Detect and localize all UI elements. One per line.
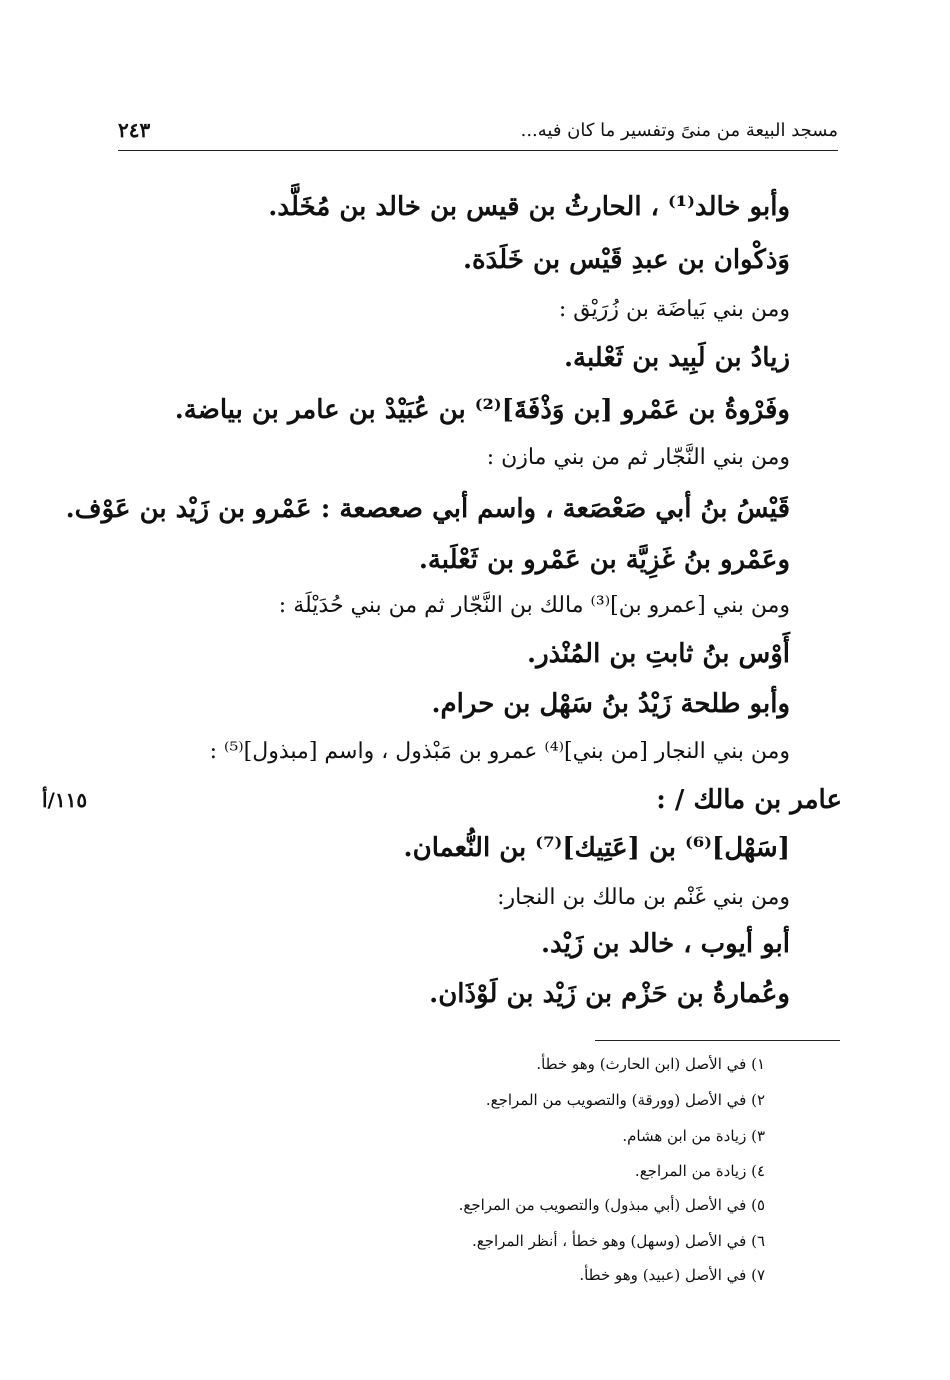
- text-line: زيادُ بن لَبِيد بن ثَعْلبة.: [563, 343, 790, 373]
- text-line: قَيْسُ بنُ أبي صَعْصَعة ، واسم أبي صعصعة : عَمْرو بن زَيْد بن عَوْف.: [65, 494, 790, 524]
- footnote: ٥) في الأصل (أبي مبذول) والتصويب من المراجع.: [458, 1196, 765, 1214]
- text-line: وَذكْوان بن عبدِ قَيْس بن خَلَدَة.: [462, 245, 790, 275]
- footnote: ١) في الأصل (ابن الحارث) وهو خطأ.: [536, 1055, 765, 1073]
- text-line: ومن بني [عمرو بن]⁽³⁾ مالك بن النَّجّار ثم من بني حُدَيْلَة :: [278, 593, 790, 618]
- text-line: وأبو خالد⁽¹⁾ ، الحارثُ بن قيس بن خالد بن مُخَلَّد.: [268, 192, 790, 222]
- text-line: ومن بني بَياضَة بن زُرَيْق :: [558, 297, 790, 322]
- footnote: ٤) زيادة من المراجع.: [634, 1162, 765, 1180]
- footnote: ٧) في الأصل (عبيد) وهو خطأ.: [579, 1266, 765, 1284]
- page-number: ٢٤٣: [118, 118, 151, 142]
- footnote: ٣) زيادة من ابن هشام.: [622, 1127, 765, 1145]
- footnote: ٢) في الأصل (وورقة) والتصويب من المراجع.: [485, 1091, 765, 1109]
- text-line: وفَرْوةُ بن عَمْرو [بن وَذْفَةَ]⁽²⁾ بن عُبَيْدْ بن عامر بن بياضة.: [174, 395, 790, 425]
- header-divider: [118, 150, 838, 151]
- text-line: عامر بن مالك / :: [656, 785, 842, 815]
- page-header: [118, 110, 838, 150]
- footnote: ٦) في الأصل (وسهل) وهو خطأ ، أنظر المراجع.: [471, 1232, 765, 1250]
- footnote-divider: [595, 1040, 840, 1041]
- text-line: أَوْس بنُ ثابتِ بن المُنْذر.: [527, 639, 790, 669]
- text-line: ومن بني النَّجّار ثم من بني مازن :: [486, 445, 790, 470]
- text-line: وعُمارةُ بن حَزْم بن زَيْد بن لَوْذَان.: [429, 979, 790, 1009]
- text-line: وعَمْرو بنُ غَزِيَّة بن عَمْرو بن ثَعْلَبة.: [418, 545, 790, 575]
- running-title: مسجد البيعة من منىً وتفسير ما كان فيه...: [520, 119, 838, 141]
- text-line: [سَهْل]⁽⁶⁾ بن [عَتِيك]⁽⁷⁾ بن النُّعمان.: [403, 833, 790, 863]
- text-line: أبو أيوب ، خالد بن زَيْد.: [541, 929, 790, 959]
- text-line: وأبو طلحة زَيْدُ بنُ سَهْل بن حرام.: [431, 689, 790, 719]
- text-line: ومن بني غَنْم بن مالك بن النجار:: [497, 885, 790, 910]
- margin-folio-note: ١١٥/أ: [42, 788, 88, 812]
- text-line: ومن بني النجار [من بني]⁽⁴⁾ عمرو بن مَبْذول ، واسم [مبذول]⁽⁵⁾ :: [209, 739, 790, 764]
